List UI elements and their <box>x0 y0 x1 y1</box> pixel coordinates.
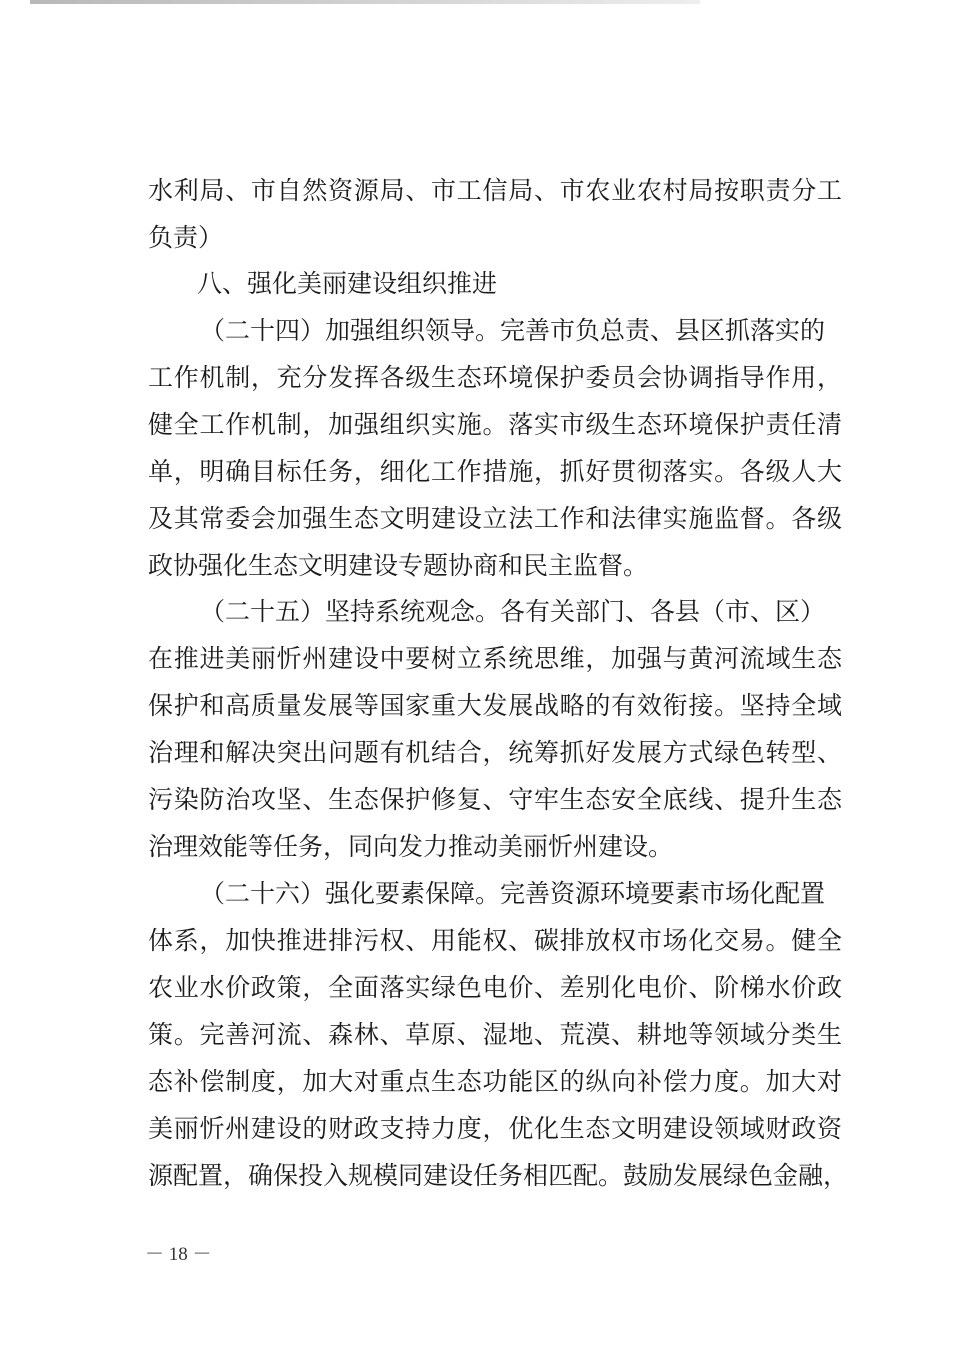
paragraph-start-line: （二十四）加强组织领导。完善市负总责、县区抓落实的 <box>200 316 826 345</box>
text-line: 保护和高质量发展等国家重大发展战略的有效衔接。坚持全域 <box>148 691 842 720</box>
text-line: 健全工作机制，加强组织实施。落实市级生态环境保护责任清 <box>148 410 842 439</box>
text-line: 水利局、市自然资源局、市工信局、市农业农村局按职责分工 <box>148 176 842 205</box>
text-line: 治理和解决突出问题有机结合，统筹抓好发展方式绿色转型、 <box>148 738 842 767</box>
text-line: 政协强化生态文明建设专题协商和民主监督。 <box>148 551 649 580</box>
paragraph-start-line: （二十六）强化要素保障。完善资源环境要素市场化配置 <box>200 879 826 908</box>
text-line: 及其常委会加强生态文明建设立法工作和法律实施监督。各级 <box>148 504 842 533</box>
text-line: 单，明确目标任务，细化工作措施，抓好贯彻落实。各级人大 <box>148 457 842 486</box>
scan-edge-shadow <box>30 0 700 4</box>
paragraph-start-line: （二十五）坚持系统观念。各有关部门、各县（市、区） <box>200 597 826 626</box>
text-line: 美丽忻州建设的财政支持力度，优化生态文明建设领域财政资 <box>148 1114 842 1143</box>
text-line: 污染防治攻坚、生态保护修复、守牢生态安全底线、提升生态 <box>148 785 842 814</box>
page-number: － 18 － <box>145 1244 212 1265</box>
text-line: 在推进美丽忻州建设中要树立系统思维，加强与黄河流域生态 <box>148 644 842 673</box>
text-line: 治理效能等任务，同向发力推动美丽忻州建设。 <box>148 832 674 861</box>
text-line: 策。完善河流、森林、草原、湿地、荒漠、耕地等领域分类生 <box>148 1020 842 1049</box>
text-line: 态补偿制度，加大对重点生态功能区的纵向补偿力度。加大对 <box>148 1067 842 1096</box>
text-line: 农业水价政策，全面落实绿色电价、差别化电价、阶梯水价政 <box>148 973 842 1002</box>
section-heading: 八、强化美丽建设组织推进 <box>197 269 498 298</box>
text-line: 工作机制，充分发挥各级生态环境保护委员会协调指导作用， <box>148 363 842 392</box>
text-line: 负责） <box>148 223 224 252</box>
text-line: 体系，加快推进排污权、用能权、碳排放权市场化交易。健全 <box>148 926 842 955</box>
text-line: 源配置，确保投入规模同建设任务相匹配。鼓励发展绿色金融， <box>148 1161 849 1190</box>
